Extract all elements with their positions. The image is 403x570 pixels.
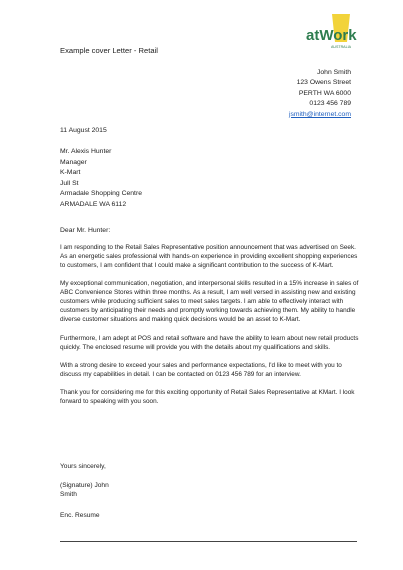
- body-paragraph: Furthermore, I am adept at POS and retail software and have the ability to learn about new retail products quickly. The enclosed resume will provide you with the details about my qualifications and skills.: [60, 334, 359, 351]
- letter-body: [60, 243, 360, 415]
- enclosure-note: Enc. Resume: [60, 512, 100, 519]
- sender-city: PERTH WA 6000: [298, 89, 351, 97]
- document-heading: Example cover Letter - Retail: [60, 46, 158, 55]
- sender-phone: 0123 456 789: [309, 100, 351, 108]
- closing-signature: (Signature) John: [60, 481, 109, 489]
- sender-street: 123 Owens Street: [296, 79, 351, 87]
- body-paragraph: I am responding to the Retail Sales Representative position announcement that was advertised on Seek. As an energetic sales professional with hands-on experience in providing excellent shopping experiences to customers, I am confident that I could make a significant contribution to the success of K-Mart.: [60, 244, 358, 269]
- recipient-address-line-2: Armadale Shopping Centre: [60, 190, 142, 198]
- atwork-logo: [306, 14, 366, 54]
- sender-email-link[interactable]: jsmith@internet.com: [288, 110, 351, 118]
- logo-subtext: AUSTRALIA: [331, 45, 351, 49]
- body-paragraph: With a strong desire to exceed your sales and performance expectations, I'd like to meet with you to discuss my capabilities in detail. I can be contacted on 0123 456 789 for an interview.: [60, 361, 342, 378]
- footer-divider: [60, 541, 357, 542]
- salutation: Dear Mr. Hunter:: [60, 227, 111, 234]
- recipient-address-line-1: Jull St: [60, 179, 79, 187]
- logo-text: atWork: [306, 27, 357, 44]
- closing-block: [60, 462, 109, 500]
- body-paragraph: My exceptional communication, negotiation, and interpersonal skills resulted in a 15% increase in sales of ABC Convenience Stores within three months. As a result, I am well versed in assisting new and existing customers while producing sufficient sales to meet sales targets. I am able to effectively interact with customers by anticipating their needs and promptly working towards achieving them. My ability to handle diverse customer situations and making quick decisions would be an asset to K-Mart.: [60, 280, 359, 324]
- recipient-title: Manager: [60, 158, 87, 166]
- recipient-address-line-3: ARMADALE WA 6112: [60, 200, 127, 208]
- closing-name: Smith: [60, 491, 77, 499]
- body-paragraph: Thank you for considering me for this exciting opportunity of Retail Sales Representative at KMart. I look forward to speaking with you soon.: [60, 389, 355, 406]
- sender-name: John Smith: [316, 69, 351, 76]
- recipient-company: K-Mart: [60, 169, 81, 177]
- logo-icon: [306, 14, 366, 54]
- closing-signoff: Yours sincerely,: [60, 463, 106, 470]
- recipient-name: Mr. Alexis Hunter: [60, 148, 112, 155]
- sender-address-block: [289, 68, 351, 120]
- recipient-address-block: [60, 147, 142, 211]
- letter-date: 11 August 2015: [60, 127, 107, 134]
